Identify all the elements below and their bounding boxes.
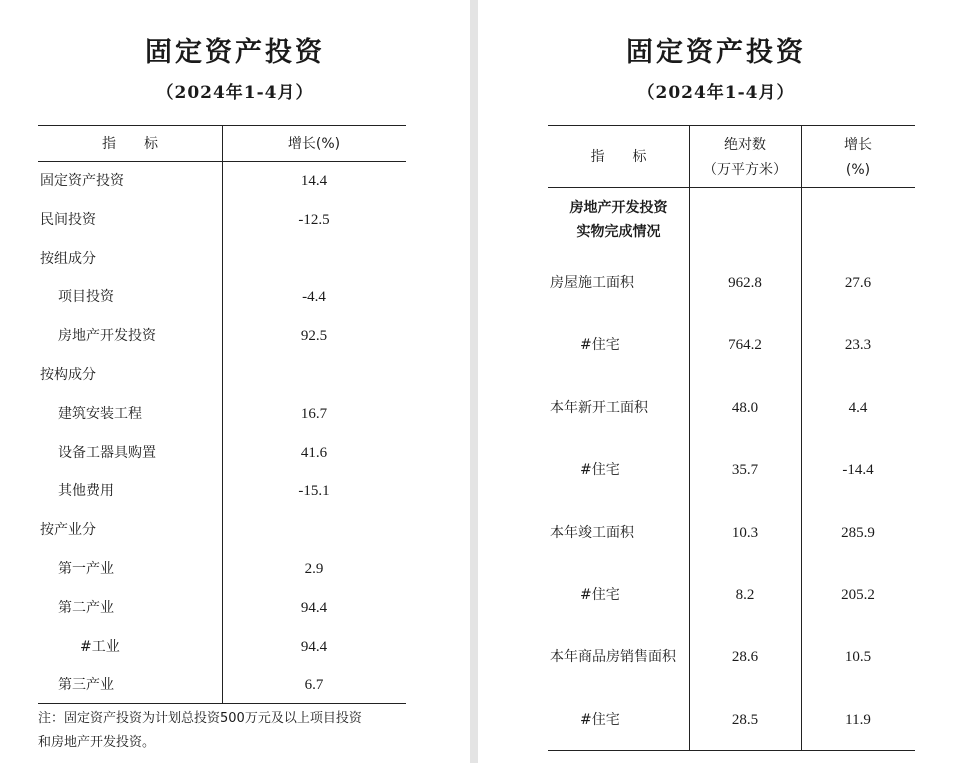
left-row-label: 民间投资 [40, 212, 96, 228]
left-table-note-line2: 和房地产开发投资。 [38, 735, 156, 750]
left-row-growth-value: 16.7 [300, 406, 328, 422]
right-table-bottom-rule [548, 750, 915, 751]
right-header-growth-line2: (%) [845, 162, 871, 178]
left-page-title: 固定资产投资 [145, 37, 325, 68]
right-row-growth-value: -14.4 [842, 462, 874, 478]
left-row-label: 其他费用 [58, 483, 114, 499]
right-section-title-line2: 实物完成情况 [576, 224, 661, 240]
right-row-absolute-value: 10.3 [731, 525, 759, 541]
right-table-top-rule [548, 125, 915, 126]
right-row-absolute-value: 28.6 [731, 649, 759, 665]
left-page [0, 0, 470, 763]
right-page-subtitle: （2024年1-4月） [637, 83, 795, 103]
left-row-label: 第二产业 [58, 600, 114, 616]
right-row-growth-value: 4.4 [848, 400, 868, 416]
left-table-note-line1: 注：固定资产投资为计划总投资500万元及以上项目投资 [38, 711, 362, 726]
left-row-label: 固定资产投资 [40, 173, 124, 189]
left-row-label: 房地产开发投资 [58, 328, 156, 344]
right-page [478, 0, 954, 763]
right-row-label: #住宅 [580, 587, 620, 603]
left-row-label: 按产业分 [40, 522, 96, 538]
left-row-growth-value: 92.5 [300, 328, 328, 344]
right-row-absolute-value: 28.5 [731, 712, 759, 728]
right-row-growth-value: 27.6 [844, 275, 872, 291]
right-header-indicator: 指 标 [590, 149, 647, 165]
left-row-growth-value: 14.4 [300, 173, 328, 189]
left-row-label: 项目投资 [58, 289, 114, 305]
right-row-label: 本年新开工面积 [550, 400, 648, 416]
right-row-absolute-value: 8.2 [735, 587, 755, 603]
right-header-absolute-line2: （万平方米） [703, 162, 787, 178]
left-row-label: 按构成分 [40, 367, 96, 383]
right-row-growth-value: 11.9 [845, 712, 871, 728]
left-header-growth: 增长(%) [287, 136, 341, 152]
left-row-growth-value: -15.1 [298, 483, 330, 499]
right-row-label: 本年商品房销售面积 [550, 649, 676, 665]
right-row-absolute-value: 48.0 [731, 400, 759, 416]
right-header-absolute-line1: 绝对数 [724, 137, 766, 153]
left-row-growth-value: -12.5 [298, 212, 330, 228]
right-row-label: #住宅 [580, 462, 620, 478]
left-row-growth-value: 41.6 [300, 445, 328, 461]
left-row-label: 建筑安装工程 [58, 406, 142, 422]
right-row-absolute-value: 962.8 [728, 275, 762, 291]
left-row-growth-value: 94.4 [300, 600, 328, 616]
left-row-growth-value: 94.4 [300, 639, 328, 655]
right-page-title: 固定资产投资 [626, 37, 806, 68]
page-gutter [470, 0, 478, 763]
right-section-title-line1: 房地产开发投资 [569, 200, 668, 216]
left-row-label: 第三产业 [58, 677, 114, 693]
right-table-header-rule [548, 187, 915, 188]
right-row-growth-value: 10.5 [844, 649, 872, 665]
right-row-growth-value: 23.3 [844, 337, 872, 353]
right-row-label: 本年竣工面积 [550, 525, 634, 541]
left-row-label: 按组成分 [40, 251, 96, 267]
right-row-growth-value: 285.9 [841, 525, 875, 541]
right-row-label: #住宅 [580, 712, 620, 728]
left-row-growth-value: 2.9 [304, 561, 324, 577]
right-row-growth-value: 205.2 [841, 587, 875, 603]
right-row-label: #住宅 [580, 337, 620, 353]
right-header-growth-line1: 增长 [844, 137, 872, 153]
right-row-absolute-value: 35.7 [731, 462, 759, 478]
left-row-growth-value: -4.4 [302, 289, 326, 305]
left-header-indicator: 指 标 [102, 136, 158, 152]
right-row-label: 房屋施工面积 [550, 275, 634, 291]
right-row-absolute-value: 764.2 [728, 337, 762, 353]
left-page-subtitle: （2024年1-4月） [156, 83, 314, 103]
left-row-label: 设备工器具购置 [58, 445, 156, 461]
left-row-growth-value: 6.7 [304, 677, 324, 693]
left-table-bottom-rule [38, 703, 406, 704]
left-row-label: 第一产业 [58, 561, 114, 577]
left-row-label: #工业 [80, 639, 120, 655]
